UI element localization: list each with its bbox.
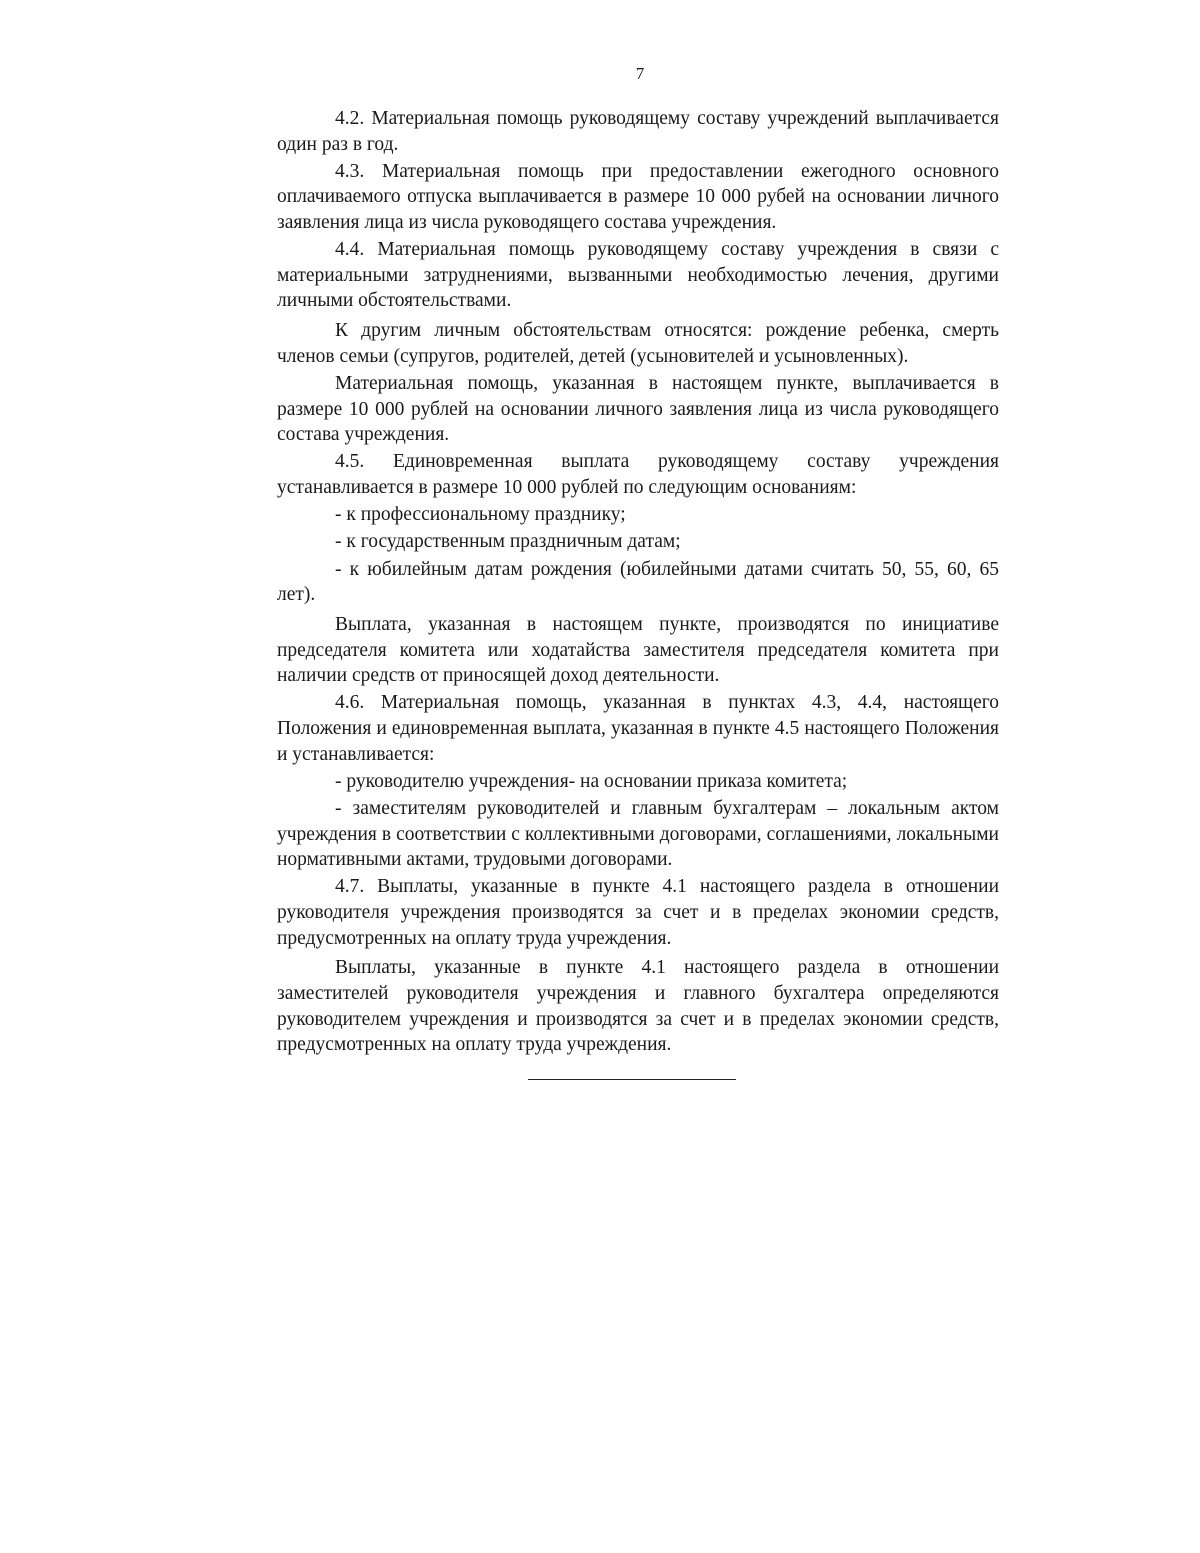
list-item-anniversary-dates: - к юбилейным датам рождения (юбилейными датами считать 50, 55, 60, 65 лет).: [277, 558, 999, 606]
list-item-head-of-institution: - руководителю учреждения- на основании приказа комитета;: [335, 770, 848, 792]
paragraph-payment-initiative: Выплата, указанная в настоящем пункте, производятся по инициативе председателя комитета или ходатайства заместителя председателя комитета при наличии средств от приносящей доход деятельности.: [277, 614, 999, 687]
paragraph-4-6: 4.6. Материальная помощь, указанная в пунктах 4.3, 4.4, настоящего Положения и единовременная выплата, указанная в пункте 4.5 настоящего Положения и устанавливается:: [277, 692, 999, 765]
paragraph-4-3: 4.3. Материальная помощь при предоставлении ежегодного основного оплачиваемого отпуска выплачивается в размере 10 000 рубей на основании личного заявления лица из числа руководящего состава учреждения.: [277, 160, 999, 233]
list-item-deputies-accountants: - заместителям руководителей и главным бухгалтерам – локальным актом учреждения в соответствии с коллективными договорами, соглашениями, локальными нормативными актами, трудовыми договорами.: [277, 797, 999, 871]
end-divider-line: [528, 1079, 736, 1080]
paragraph-assistance-amount: Материальная помощь, указанная в настоящем пункте, выплачивается в размере 10 000 рублей на основании личного заявления лица из числа руководящего состава учреждения.: [277, 373, 999, 446]
list-item-state-holidays: - к государственным праздничным датам;: [335, 531, 681, 553]
page-number: 7: [635, 64, 645, 83]
paragraph-deputies-payments: Выплаты, указанные в пункте 4.1 настоящего раздела в отношении заместителей руководителя учреждения и главного бухгалтера определяются руководителем учреждения и производятся за счет и в пределах экономии средств, предусмотренных на оплату труда учреждения.: [277, 957, 999, 1056]
paragraph-4-5: 4.5. Единовременная выплата руководящему составу учреждения устанавливается в размере 10 000 рублей по следующим основаниям:: [277, 451, 999, 498]
paragraph-4-2: 4.2. Материальная помощь руководящему составу учреждений выплачивается один раз в год.: [277, 108, 999, 155]
document-body: [277, 106, 999, 1059]
list-item-professional-holiday: - к профессиональному празднику;: [335, 504, 626, 526]
paragraph-other-circumstances: К другим личным обстоятельствам относятся: рождение ребенка, смерть членов семьи (супругов, родителей, детей (усыновителей и усыновленных).: [277, 320, 999, 367]
paragraph-4-4: 4.4. Материальная помощь руководящему составу учреждения в связи с материальными затруднениями, вызванными необходимостью лечения, другими личными обстоятельствами.: [277, 239, 999, 312]
paragraph-4-7: 4.7. Выплаты, указанные в пункте 4.1 настоящего раздела в отношении руководителя учреждения производятся за счет и в пределах экономии средств, предусмотренных на оплату труда учреждения.: [277, 876, 999, 949]
